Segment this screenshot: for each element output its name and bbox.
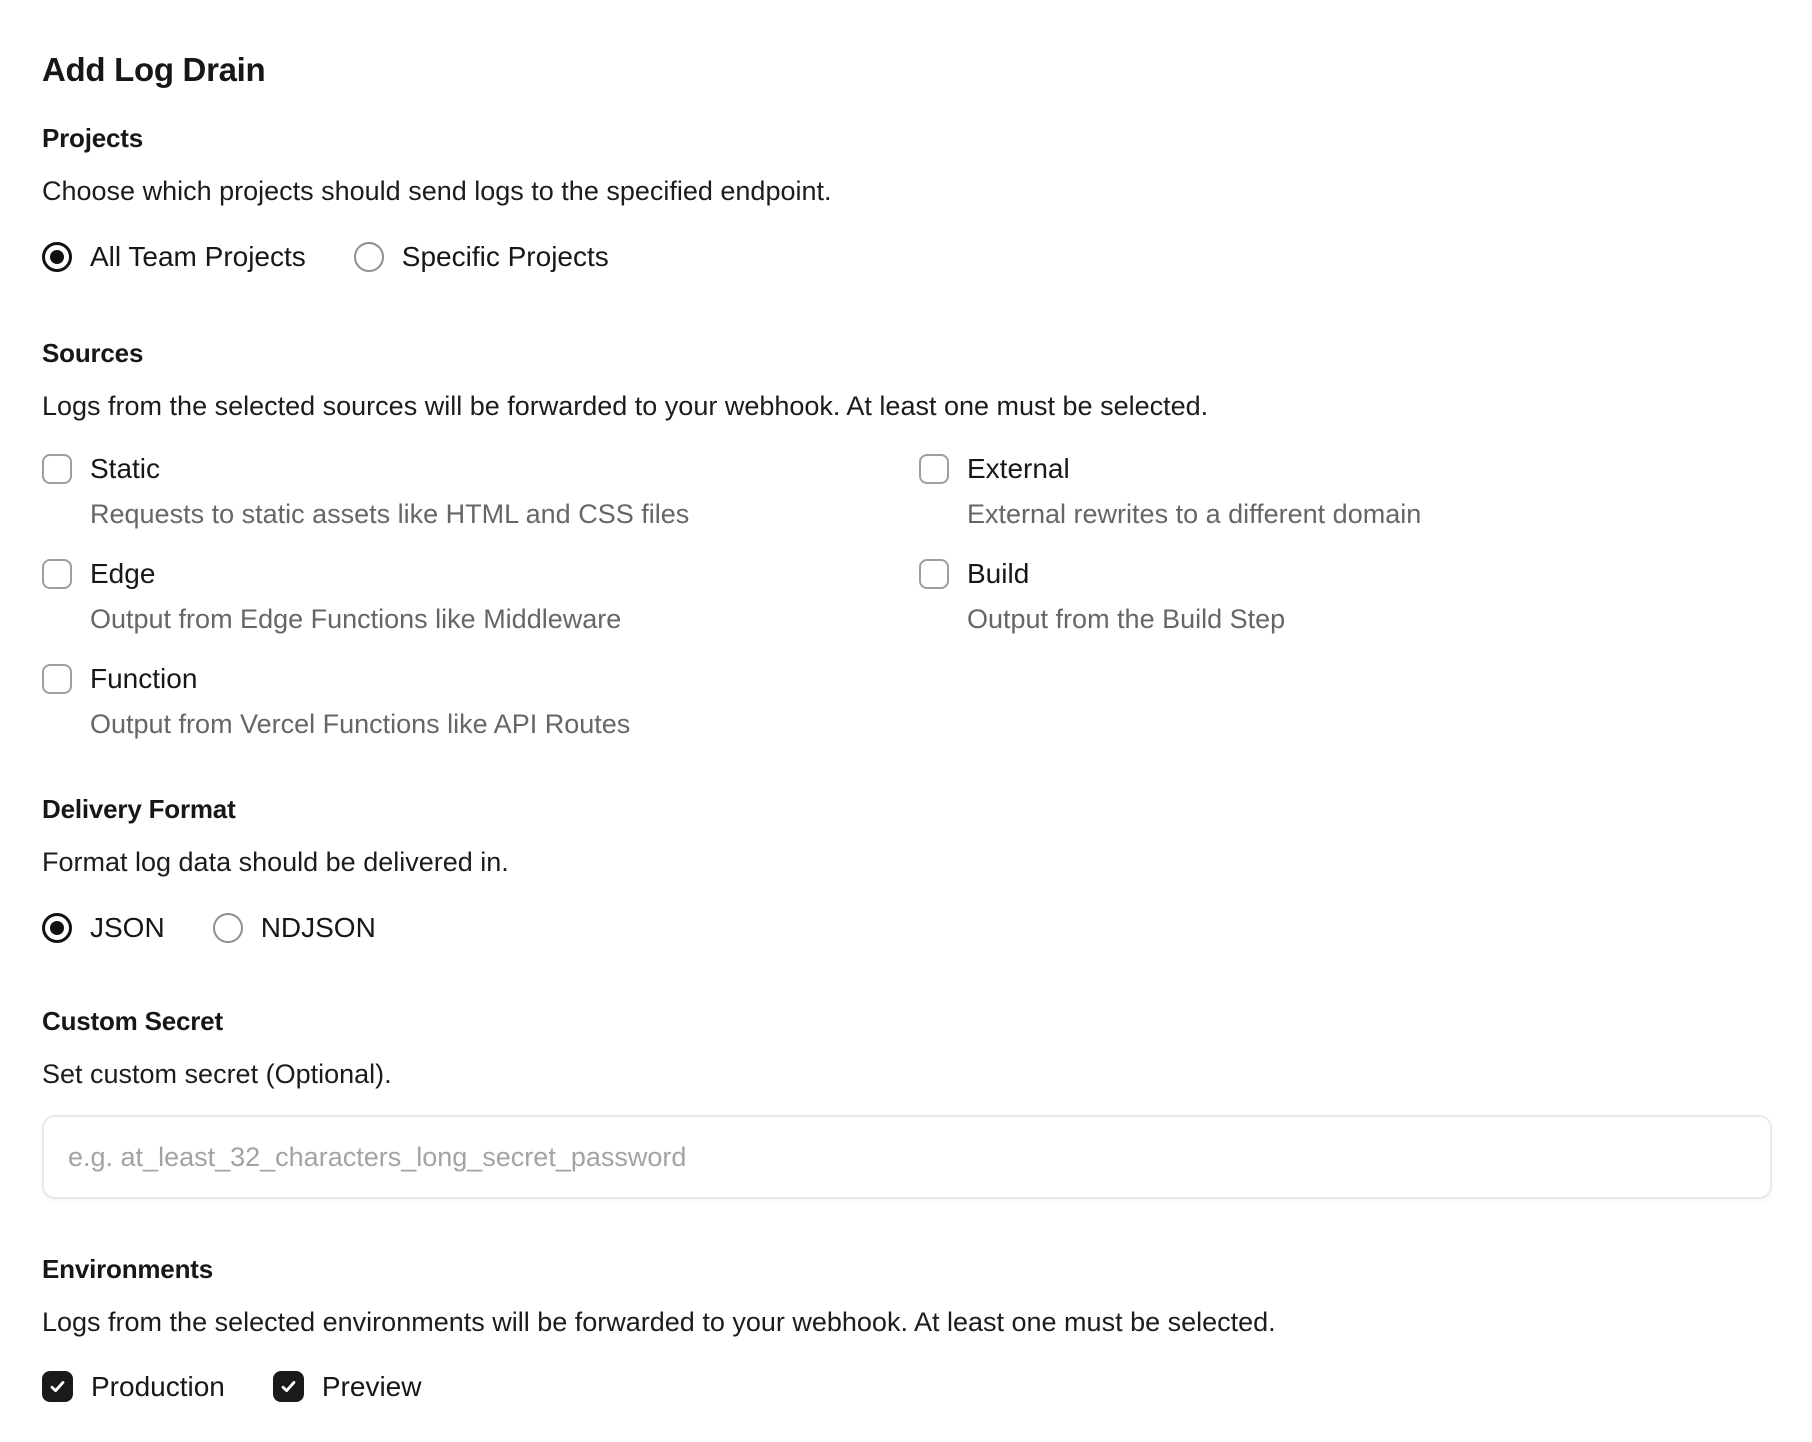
source-option-build[interactable] [919, 558, 1772, 589]
preview-label[interactable]: Preview [321, 1371, 422, 1402]
build-checkbox[interactable] [919, 559, 949, 589]
page-title: Add Log Drain [42, 51, 266, 88]
source-item-external [919, 453, 1772, 528]
external-checkbox[interactable] [919, 454, 949, 484]
sources-description: Logs from the selected sources will be forwarded to your webhook. At least one must be selected. [42, 391, 1209, 421]
source-option-function[interactable] [42, 663, 919, 694]
edge-checkbox[interactable] [42, 559, 72, 589]
delivery-format-description: Format log data should be delivered in. [42, 847, 509, 877]
function-description: Output from Vercel Functions like API Routes [90, 709, 631, 739]
specific-projects-radio[interactable] [354, 242, 384, 272]
check-icon [279, 1377, 298, 1396]
static-description: Requests to static assets like HTML and CSS files [90, 499, 690, 529]
radio-option-all-team-projects[interactable] [42, 241, 306, 272]
function-label[interactable]: Function [90, 663, 198, 694]
delivery-format-heading: Delivery Format [42, 794, 236, 824]
source-item-function [42, 663, 919, 738]
json-radio[interactable] [42, 913, 72, 943]
sources-heading: Sources [42, 338, 144, 368]
sources-grid [42, 453, 1772, 738]
external-label[interactable]: External [967, 453, 1070, 484]
build-description: Output from the Build Step [967, 604, 1286, 634]
radio-option-specific-projects[interactable] [354, 241, 609, 272]
all-team-projects-label[interactable]: All Team Projects [90, 241, 306, 272]
radio-option-ndjson[interactable] [213, 912, 376, 943]
production-checkbox[interactable] [42, 1371, 73, 1402]
projects-description: Choose which projects should send logs to the specified endpoint. [42, 176, 832, 206]
ndjson-radio[interactable] [213, 913, 243, 943]
check-icon [48, 1377, 67, 1396]
function-checkbox[interactable] [42, 664, 72, 694]
checkbox-option-preview[interactable] [273, 1371, 422, 1402]
build-label[interactable]: Build [967, 558, 1030, 589]
projects-heading: Projects [42, 123, 144, 153]
environments-description: Logs from the selected environments will be forwarded to your webhook. At least one must be selected. [42, 1307, 1276, 1337]
radio-option-json[interactable] [42, 912, 165, 943]
ndjson-label[interactable]: NDJSON [260, 912, 376, 943]
checkbox-option-production[interactable] [42, 1371, 225, 1402]
external-description: External rewrites to a different domain [967, 499, 1422, 529]
source-item-build [919, 558, 1772, 633]
static-checkbox[interactable] [42, 454, 72, 484]
custom-secret-heading: Custom Secret [42, 1006, 223, 1036]
source-item-edge [42, 558, 919, 633]
edge-label[interactable]: Edge [90, 558, 156, 589]
production-label[interactable]: Production [91, 1371, 225, 1402]
source-option-edge[interactable] [42, 558, 919, 589]
specific-projects-label[interactable]: Specific Projects [401, 241, 609, 272]
json-label[interactable]: JSON [90, 912, 165, 943]
source-item-static [42, 453, 919, 528]
projects-radio-group [42, 241, 1772, 272]
all-team-projects-radio[interactable] [42, 242, 72, 272]
preview-checkbox[interactable] [273, 1371, 304, 1402]
custom-secret-description: Set custom secret (Optional). [42, 1059, 392, 1089]
environments-heading: Environments [42, 1254, 213, 1284]
source-option-external[interactable] [919, 453, 1772, 484]
static-label[interactable]: Static [90, 453, 161, 484]
edge-description: Output from Edge Functions like Middleware [90, 604, 622, 634]
delivery-format-radio-group [42, 912, 1772, 943]
custom-secret-input[interactable] [42, 1115, 1772, 1199]
source-option-static[interactable] [42, 453, 919, 484]
environments-checkbox-group [42, 1371, 1772, 1402]
